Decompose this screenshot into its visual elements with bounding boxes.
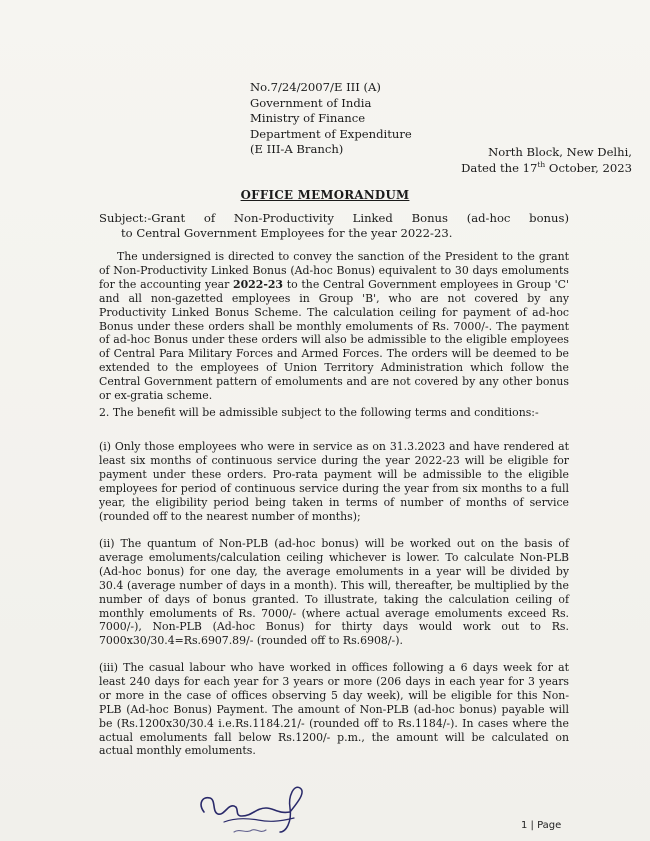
subject-line-2: to Central Government Employees for the year 2022-23. [121,226,453,240]
condition-i: (i) Only those employees who were in service as on 31.3.2023 and have rendered at least six months of continuous service during the year 2022-23 will be eligible for payment under these orders. Pro-rata payment will be admissible to the eligible employees for period of continuous service during the year from six months to a full year, the eligibility period being taken in terms of number of months of service (rounded off to the nearest number of months); [99,440,569,523]
handwritten-signature [194,782,314,838]
branch-name: (E III-A Branch) [250,142,344,156]
subject-block [99,211,569,241]
paragraph-2: 2. The benefit will be admissible subject to the following terms and conditions:- [99,406,539,419]
accounting-year: 2022-23 [233,277,284,291]
condition-iii: (iii) The casual labour who have worked in offices following a 6 days week for at least 240 days for each year for 3 years or more (206 days in each year for 3 years or more in the case of offices observing 5 day week), will be eligible for this Non-PLB (Ad-hoc Bonus) Payment. The amount of Non-PLB (ad-hoc bonus) payable will be (Rs.1200x30/30.4 i.e.Rs.1184.21/- (rounded off to Rs.1184/-). In cases where the actual emoluments fall below Rs.1200/- p.m., the amount will be calculated on actual monthly emoluments. [99,661,569,758]
memorandum-title: OFFICE MEMORANDUM [240,188,410,202]
place-line: North Block, New Delhi, [488,145,632,159]
paragraph-1: The undersigned is directed to convey the sanction of the President to the grant of Non-Productivity Linked Bonus (Ad-hoc Bonus) equivalent to 30 days emoluments for the accounting year 2022-23 to the Central Government employees in Group 'C' and all non-gazetted employees in Group 'B', who are not covered by any Productivity Linked Bonus Scheme. The calculation ceiling for payment of ad-hoc Bonus under these orders shall be monthly emoluments of Rs. 7000/-. The payment of ad-hoc Bonus under these orders will also be admissible to the eligible employees of Central Para Military Forces and Armed Forces. The orders will be deemed to be extended to the employees of Union Territory Administration which follow the Central Government pattern of emoluments and are not covered by any other bonus or ex-gratia scheme. [99,250,569,403]
department-name: Department of Expenditure [250,126,412,141]
condition-ii: (ii) The quantum of Non-PLB (ad-hoc bonus) will be worked out on the basis of average emoluments/calculation ceiling whichever is lower. To calculate Non-PLB (Ad-hoc bonus) for one day, the average emoluments in a year will be divided by 30.4 (average number of days in a month). This will, thereafter, be multiplied by the number of days of bonus granted. To illustrate, taking the calculation ceiling of monthly emoluments of Rs. 7000/- (where actual average emoluments exceed Rs. 7000/-), Non-PLB (Ad-hoc Bonus) for thirty days would work out to Rs. 7000x30/30.4=Rs.6907.89/- (rounded off to Rs.6908/-). [99,537,569,648]
subject-line-1: Subject:-Grant of Non-Productivity Linked Bonus (ad-hoc bonus) [99,211,569,225]
page-number: 1 | Page [521,820,562,831]
date-line: Dated the 17th October, 2023 [461,159,632,175]
reference-number: No.7/24/2007/E III (A) [250,80,381,94]
ministry-name: Ministry of Finance [250,111,366,125]
address-block [392,145,632,176]
government-name: Government of India [250,95,372,110]
